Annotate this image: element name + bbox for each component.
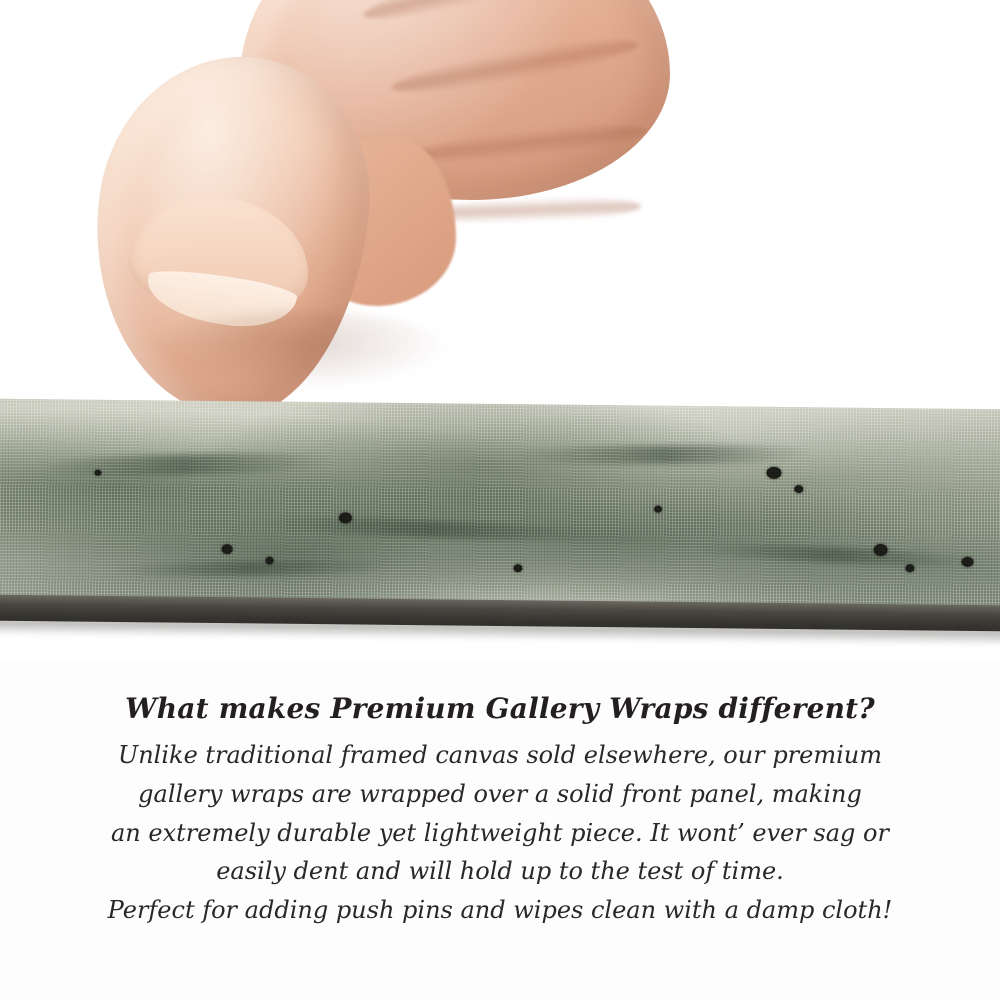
canvas-weave-texture <box>0 399 1000 625</box>
caption-body <box>0 736 1000 930</box>
hand-pressing-canvas <box>60 0 660 430</box>
caption-heading: What makes Premium Gallery Wraps different? <box>125 692 875 725</box>
caption-block <box>0 690 1000 930</box>
thumb-contact-shadow <box>150 310 450 390</box>
caption-line: gallery wraps are wrapped over a solid front panel, making <box>138 779 862 808</box>
caption-line: easily dent and will hold up to the test of time. <box>216 857 784 886</box>
caption-line: Perfect for adding push pins and wipes clean with a damp cloth! <box>107 896 893 925</box>
caption-line: Unlike traditional framed canvas sold elsewhere, our premium <box>117 740 882 769</box>
caption-line: an extremely durable yet lightweight piece. It wont’ ever sag or <box>111 818 889 847</box>
canvas-print-edge <box>0 399 1000 625</box>
